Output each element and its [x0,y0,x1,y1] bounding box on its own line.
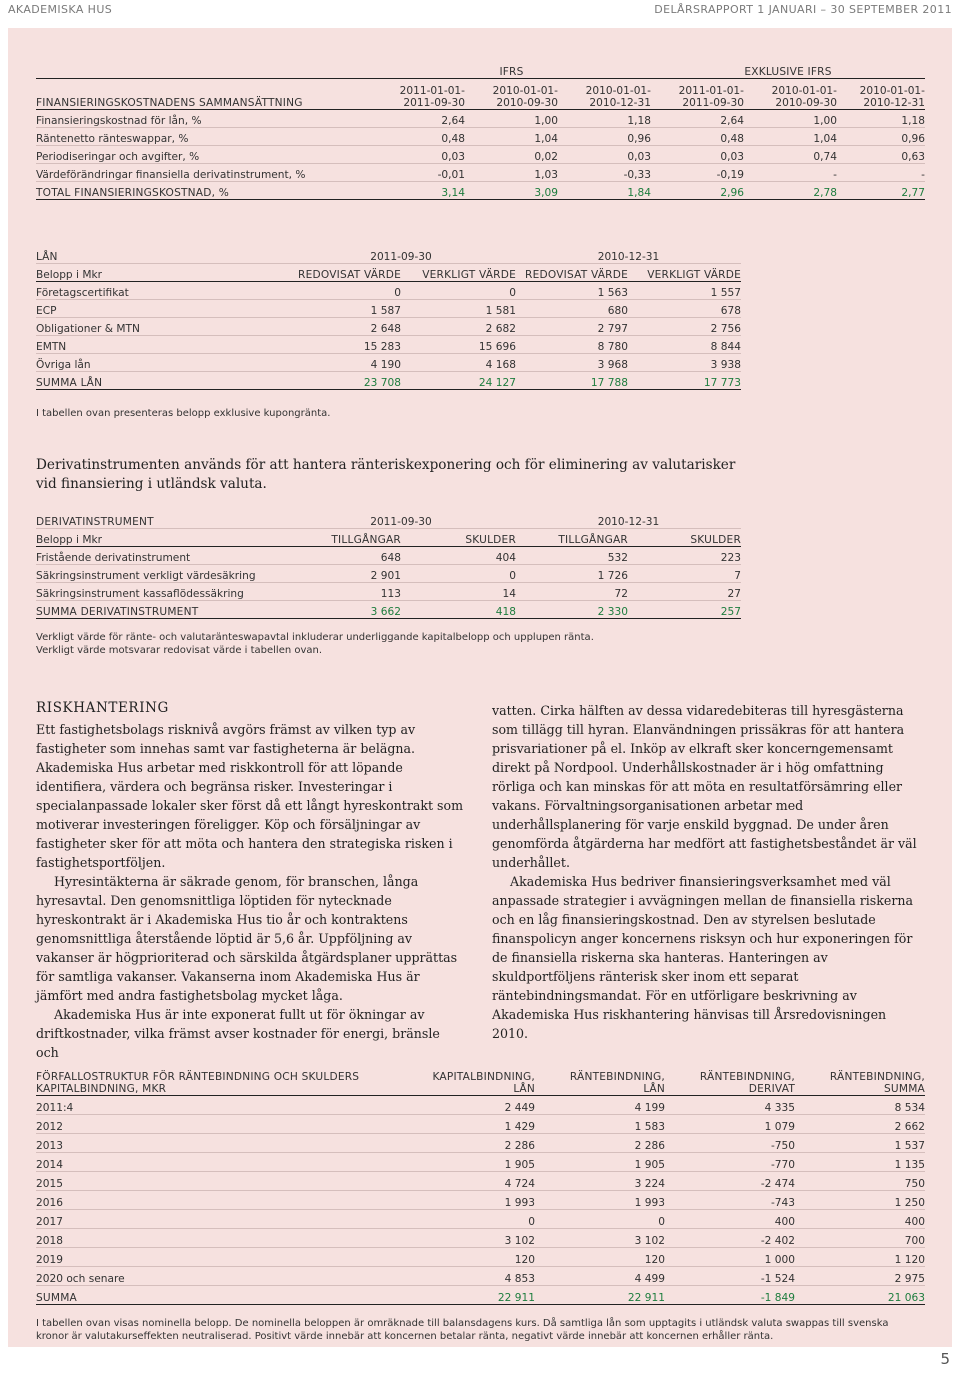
total-cell: 2,78 [744,182,837,200]
table-row [36,1153,925,1172]
cell: 1 120 [795,1248,925,1267]
cell: 0 [401,565,516,583]
cell: 2,64 [651,110,744,128]
total-cell: 2,77 [837,182,925,200]
cell: 0,03 [558,146,651,164]
table-row [36,1210,925,1229]
cell: 0 [405,1210,535,1229]
table-row [36,1134,925,1153]
row-label: Företagscertifikat [36,282,286,300]
cell: 1 993 [535,1191,665,1210]
column-header: 2010-01-01- 2010-09-30 [744,79,837,110]
column-header: RÄNTEBINDNING, LÅN [535,1065,665,1096]
body-paragraph: Hyresintäkterna är säkrade genom, för branschen, långa hyresavtal. Den genomsnittliga löptiden för nytecknade hyreskontrakt är i Akademiska Hus tio år och kontraktens genomsnittliga återstående löptid är 5,6 år. Uppföljning av vakanser är högprioriterad och särskilda åtgärdsplaner upprättas för samtliga vakanser. Vakanserna inom Akademiska Hus är jämfört med andra fastighetsbolag mycket låga. [36,874,458,1003]
cell: 400 [665,1210,795,1229]
row-label: 2013 [36,1134,405,1153]
cell: 400 [795,1210,925,1229]
cell: 1,04 [465,128,558,146]
exkl-ifrs-group-header: EXKLUSIVE IFRS [651,58,925,79]
lead-paragraph: Derivatinstrumenten används för att hantera ränteriskexponering och för eliminering av valutarisker vid finansiering i utländsk valuta. [36,457,736,492]
total-cell: 17 773 [628,372,741,390]
total-row [36,372,741,390]
page-header [0,0,960,20]
cell: 8 844 [628,336,741,354]
cell: 2 682 [401,318,516,336]
column-header: 2011-01-01- 2011-09-30 [651,79,744,110]
cell: 680 [516,300,628,318]
table-row [36,1172,925,1191]
loans-table [36,246,741,420]
column-header: REDOVISAT VÄRDE [286,264,401,282]
table-row [36,110,925,128]
cell: 1,18 [558,110,651,128]
cell: 4 499 [535,1267,665,1286]
cell: 404 [401,547,516,565]
cell: 1 079 [665,1115,795,1134]
maturity-table [36,1065,925,1343]
total-label: SUMMA LÅN [36,372,286,390]
table-note: I tabellen ovan presenteras belopp exklusive kupongränta. [36,408,331,419]
total-label: SUMMA DERIVATINSTRUMENT [36,601,286,619]
cell: 678 [628,300,741,318]
table-row [36,547,741,565]
table-title: DERIVATINSTRUMENT [36,511,286,529]
cell: 3 102 [535,1229,665,1248]
cell: 2 756 [628,318,741,336]
date-header: 2011-09-30 [286,246,516,264]
cell: 4 168 [401,354,516,372]
header-report-title: DELÅRSRAPPORT 1 JANUARI – 30 SEPTEMBER 2011 [654,3,952,16]
cell: 4 724 [405,1172,535,1191]
table-row [36,1248,925,1267]
cell: -1 524 [665,1267,795,1286]
body-paragraph: Akademiska Hus är inte exponerat fullt ut för ökningar av driftkostnader, vilka främst avser kostnader för energi, bränsle och [36,1007,440,1060]
cell: 1 905 [405,1153,535,1172]
cell: -2 402 [665,1229,795,1248]
total-cell: 21 063 [795,1286,925,1305]
table-note: I tabellen ovan visas nominella belopp. De nominella beloppen är omräknade till balansdagens kurs. Då samtliga lån som upptagits i utländsk valuta swappas till svenska [36,1318,889,1329]
table-row [36,1191,925,1210]
cell: 532 [516,547,628,565]
column-header: TILLGÅNGAR [516,529,628,547]
body-paragraph: Akademiska Hus bedriver finansieringsverksamhet med väl anpassade strategier i avvägningen mellan de finansiella riskerna och en låg finansieringskostnad. Den av styrelsen beslutade finanspolicyn anger koncernens risksyn och hur exponeringen för de finansiella riskerna ska hanteras. Hanteringen av skuldportföljens ränterisk sker inom ett separat räntebindningsmandat. För en utförligare beskrivning av Akademiska Hus riskhantering hänvisas till Årsredovisningen 2010. [492,874,913,1041]
table-row [36,354,741,372]
cell: 4 335 [665,1096,795,1115]
cell: 1 581 [401,300,516,318]
cell: 648 [286,547,401,565]
column-header: SKULDER [628,529,741,547]
cell: 0,02 [465,146,558,164]
row-label: Periodiseringar och avgifter, % [36,146,372,164]
row-label: Obligationer & MTN [36,318,286,336]
table-note: Verkligt värde för ränte- och valutaränteswapavtal inkluderar underliggande kapitalbelopp och upplupen ränta. [36,632,594,643]
column-header: 2010-01-01- 2010-09-30 [465,79,558,110]
total-cell: 418 [401,601,516,619]
total-cell: 23 708 [286,372,401,390]
column-header: 2011-01-01- 2011-09-30 [372,79,465,110]
total-cell: 2 330 [516,601,628,619]
row-label: Fristående derivatinstrument [36,547,286,565]
cell: 3 102 [405,1229,535,1248]
cell: 113 [286,583,401,601]
cell: 15 696 [401,336,516,354]
cell: 8 780 [516,336,628,354]
cell: 1,04 [744,128,837,146]
cell: 0,96 [837,128,925,146]
cell: 2 901 [286,565,401,583]
column-header: VERKLIGT VÄRDE [401,264,516,282]
cell: 1,18 [837,110,925,128]
total-cell: 257 [628,601,741,619]
cell: 2 797 [516,318,628,336]
cell: -0,33 [558,164,651,182]
cell: -2 474 [665,1172,795,1191]
cell: -770 [665,1153,795,1172]
cell: 223 [628,547,741,565]
cell: 3 938 [628,354,741,372]
table-row [36,146,925,164]
cell: 2 286 [405,1134,535,1153]
total-cell: 1,84 [558,182,651,200]
cell: 750 [795,1172,925,1191]
cell: 72 [516,583,628,601]
column-header: SKULDER [401,529,516,547]
row-label: Värdeförändringar finansiella derivatinstrument, % [36,164,372,182]
table-row [36,300,741,318]
cell: 1 557 [628,282,741,300]
date-header: 2011-09-30 [286,511,516,529]
row-label: 2019 [36,1248,405,1267]
cell: 1 563 [516,282,628,300]
cell: 1,03 [465,164,558,182]
cell: 27 [628,583,741,601]
cell: 0,74 [744,146,837,164]
cell: 0,48 [372,128,465,146]
header-company: AKADEMISKA HUS [8,3,113,16]
table-row [36,1229,925,1248]
derivatives-table [36,511,741,657]
cell: 0 [286,282,401,300]
cell: 0,48 [651,128,744,146]
row-label: Säkringsinstrument verkligt värdesäkring [36,565,286,583]
date-header: 2010-12-31 [516,246,741,264]
table-row [36,282,741,300]
cell: 2 975 [795,1267,925,1286]
cell: 4 853 [405,1267,535,1286]
cell: 2 662 [795,1115,925,1134]
row-label: 2011:4 [36,1096,405,1115]
total-cell: 3,09 [465,182,558,200]
table-title: FINANSIERINGSKOSTNADENS SAMMANSÄTTNING [36,79,372,110]
table-title: FÖRFALLOSTRUKTUR FÖR RÄNTEBINDNING OCH SKULDERS KAPITALBINDNING, MKR [36,1065,405,1096]
cell: 2 648 [286,318,401,336]
date-header: 2010-12-31 [516,511,741,529]
row-label: 2012 [36,1115,405,1134]
row-label: EMTN [36,336,286,354]
table-row [36,336,741,354]
cell: 0,96 [558,128,651,146]
cell: 4 199 [535,1096,665,1115]
cell: -0,19 [651,164,744,182]
cell: 1 993 [405,1191,535,1210]
row-label: 2018 [36,1229,405,1248]
total-cell: 24 127 [401,372,516,390]
total-cell: 22 911 [535,1286,665,1305]
cell: 2 286 [535,1134,665,1153]
cell: 1 905 [535,1153,665,1172]
column-header: RÄNTEBINDNING, SUMMA [795,1065,925,1096]
page-number: 5 [940,1350,950,1368]
cell: 15 283 [286,336,401,354]
total-cell: 22 911 [405,1286,535,1305]
total-cell: -1 849 [665,1286,795,1305]
cell: - [744,164,837,182]
table-title: LÅN [36,246,286,264]
row-label: ECP [36,300,286,318]
cell: 0,03 [651,146,744,164]
unit-label: Belopp i Mkr [36,529,286,547]
cell: - [837,164,925,182]
cell: -0,01 [372,164,465,182]
row-label: 2017 [36,1210,405,1229]
cell: 1 135 [795,1153,925,1172]
cell: 3 224 [535,1172,665,1191]
cell: 1,00 [465,110,558,128]
row-label: 2016 [36,1191,405,1210]
cell: 1 583 [535,1115,665,1134]
table-row [36,1115,925,1134]
row-label: Övriga lån [36,354,286,372]
cell: 1 429 [405,1115,535,1134]
cell: -743 [665,1191,795,1210]
cell: 14 [401,583,516,601]
total-cell: 17 788 [516,372,628,390]
cell: 1 537 [795,1134,925,1153]
section-heading: RISKHANTERING [36,700,169,716]
cell: 1,00 [744,110,837,128]
column-header: 2010-01-01- 2010-12-31 [558,79,651,110]
cell: 7 [628,565,741,583]
table-row [36,318,741,336]
cell: 120 [405,1248,535,1267]
total-row [36,1286,925,1305]
column-header: 2010-01-01- 2010-12-31 [837,79,925,110]
column-header: TILLGÅNGAR [286,529,401,547]
table-note: Verkligt värde motsvarar redovisat värde i tabellen ovan. [36,645,323,656]
cell: 3 968 [516,354,628,372]
cell: 0,63 [837,146,925,164]
cell: 1 250 [795,1191,925,1210]
cell: 0 [535,1210,665,1229]
table-row [36,1096,925,1115]
cell: 8 534 [795,1096,925,1115]
row-label: 2014 [36,1153,405,1172]
row-label: Räntenetto ränteswappar, % [36,128,372,146]
column-header: REDOVISAT VÄRDE [516,264,628,282]
cell: 1 587 [286,300,401,318]
column-header: RÄNTEBINDNING, DERIVAT [665,1065,795,1096]
cell: 4 190 [286,354,401,372]
cell: 700 [795,1229,925,1248]
table-row [36,164,925,182]
total-cell: 3,14 [372,182,465,200]
cell: 0,03 [372,146,465,164]
column-header: KAPITALBINDNING, LÅN [405,1065,535,1096]
cell: -750 [665,1134,795,1153]
row-label: 2020 och senare [36,1267,405,1286]
body-paragraph: vatten. Cirka hälften av dessa vidaredebiteras till hyresgästerna som tillägg till hyran. Elanvändningen prissäkras för att hantera prisvariationer på el. Inköp av elkraft sker koncerngemensamt direkt på Nordpool. Underhållskostnader är i hög omfattning rörliga och kan minskas för att möta en resultatförsämring eller vakans. Förvaltningsorganisationen arbetar med underhållsplanering för varje enskild byggnad. De under åren genomförda åtgärderna har medfört att fastighetsbeståndet är väl underhållet. [492,703,917,870]
financing-cost-table [36,58,925,200]
risk-column-right [492,701,924,1043]
row-label: 2015 [36,1172,405,1191]
cell: 0 [401,282,516,300]
table-row [36,565,741,583]
total-row [36,182,925,200]
body-paragraph: Ett fastighetsbolags risknivå avgörs främst av vilken typ av fastigheter som innehas samt var fastigheterna är belägna. Akademiska Hus arbetar med riskkontroll för att löpande identifiera, värdera och begränsa risker. Investeringar i specialanpassade lokaler sker först då ett långt hyreskontrakt som motiverar investeringen föreligger. Köp och försäljningar av fastigheter sker för att möta och hantera den strategiska risken i fastighetsportföljen. [36,722,464,870]
total-label: SUMMA [36,1286,405,1305]
risk-column-left [36,699,466,1062]
ifrs-group-header: IFRS [372,58,651,79]
total-row [36,601,741,619]
column-header: VERKLIGT VÄRDE [628,264,741,282]
total-label: TOTAL FINANSIERINGSKOSTNAD, % [36,182,372,200]
cell: 1 726 [516,565,628,583]
table-note: kronor är valutakurseffekten neutraliserad. Positivt värde innebär att koncernen betalar ränta, negativt värde innebär att koncernen erhåller ränta. [36,1331,774,1342]
cell: 2,64 [372,110,465,128]
cell: 2 449 [405,1096,535,1115]
row-label: Säkringsinstrument kassaflödessäkring [36,583,286,601]
table-row [36,128,925,146]
table-row [36,1267,925,1286]
table-row [36,583,741,601]
cell: 1 000 [665,1248,795,1267]
content-panel [8,28,952,1347]
row-label: Finansieringskostnad för lån, % [36,110,372,128]
unit-label: Belopp i Mkr [36,264,286,282]
total-cell: 2,96 [651,182,744,200]
total-cell: 3 662 [286,601,401,619]
cell: 120 [535,1248,665,1267]
